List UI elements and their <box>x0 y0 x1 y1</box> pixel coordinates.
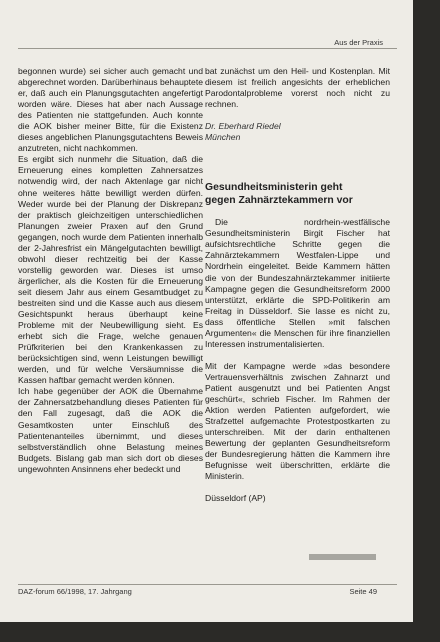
paragraph-gap <box>205 350 390 361</box>
footer-journal: DAZ-forum 66/1998, 17. Jahrgang <box>18 587 132 596</box>
author-name: Dr. Eberhard Riedel <box>205 121 281 132</box>
left-paragraph-3: Ich habe gegenüber der AOK die Übernahme der Zahnersatzbehandlung dieses Patienten für den Fall zugesagt, daß die AOK die Gesamtkosten unter Einschluß des Patientenanteiles übernimmt, und dieses selbstverständlich ohne Belastung meines Budgets. Bislang gab man sich dort ob dieses ungewohnten Ansinnens eher bedeckt und <box>18 386 203 474</box>
footer-page-number: Seite 49 <box>349 587 377 596</box>
end-marker-bar <box>309 554 376 560</box>
section-label: Aus der Praxis <box>334 38 383 47</box>
left-paragraph-1: begonnen wurde) sei sicher auch gemacht und abgerechnet worden. Darüberhinaus behauptete er, daß auch ein Planungsgutachten angefertigt worden wäre. Dieses hat aber nach Aussage des Patienten nie stattgefunden. Auch konnte die AOK bisher meiner Bitte, für die Existenz dieses angeblichen Planungsgutachtens Beweis anzutreten, nicht nachkommen. <box>18 66 203 154</box>
article-headline <box>205 182 390 207</box>
header-rule <box>18 48 397 49</box>
left-column <box>18 66 203 475</box>
right-paragraph-2: Mit der Kampagne werde »das besondere Vertrauensverhältnis zwischen Zahnarzt und Patient ausgenutzt und bei Patienten Angst geschürt«, schrieb Fischer. Im Rahmen der Aktion werden Patienten aufgefordert, wie Strafzettel aufgemachte Protestpostkarten zu unterschreiben. Mit der darin enthaltenen Bewertung der geplanten Gesundheitsreform der Bundesregierung hätten die Kammern ihre Befugnisse weit überschritten, erklärte die Ministerin. <box>205 360 390 482</box>
right-intro: bat zunächst um den Heil- und Kostenplan. Mit diesem ist freilich angesichts der erheblichen Parodontalprobleme vorerst noch nicht zu rechnen. <box>205 66 390 110</box>
right-column <box>205 66 390 504</box>
dateline: Düsseldorf (AP) <box>205 493 266 504</box>
footer-rule <box>18 584 397 585</box>
headline-line-1: Gesundheitsministerin geht <box>205 182 343 194</box>
author-signature <box>205 121 390 143</box>
left-paragraph-2: Es ergibt sich nunmehr die Situation, daß die Erneuerung eines kompletten Zahnersatzes notwendig wird, der nach Aktenlage gar nicht ohne weiteres hätte bewilligt werden dürfen. Weder wurde bei der Planung der Diskrepanz der praktisch gleichzeitigen unterschiedlichen Planungen zweier Praxen auf den Grund gegangen, noch wurde dem Patienten innerhalb der 2-Jahresfrist ein Mängelgutachten bewilligt, obwohl dieser rechtzeitig bei der Kasse vorstellig geworden war. Dieses ist umso ärgerlicher, als die Kosten für die Erneuerung seit diesem Jahr aus einem Gesamtbudget zu bestreiten sind und die Kasse auch aus diesem Gesichtspunkt heraus überhaupt keine Probleme mit der Neubewilligung sieht. Es erhebt sich die Frage, welche genauen Prüfkriterien bei den Krankenkassen zu berücksichtigen sind, wenn Leistungen bewilligt werden, und für welche Versäumnisse die Kassen haftbar gemacht werden können. <box>18 154 203 386</box>
right-paragraph-1: Die nordrhein-westfälische Gesundheitsministerin Birgit Fischer hat aufsichtsrechtliche Schritte gegen die Zahnärztekammern Westfalen-Lippe und Nordrhein eingeleitet. Beide Kammern hätten die von der Bundeszahnärztekammer initiierte Kampagne gegen die Gesundheitsreform 2000 unterstützt, erklärte die SPD-Politikerin am Freitag in Düsseldorf. Sie lasse es nicht zu, dass öffentliche Stellen »mit falschen Argumenten« die Menschen für ihre finanziellen Interessen instrumentalisierten. <box>205 217 390 349</box>
headline-line-2: gegen Zahnärztekammern vor <box>205 194 353 206</box>
author-city: München <box>205 132 241 143</box>
paragraph-gap <box>205 482 390 493</box>
